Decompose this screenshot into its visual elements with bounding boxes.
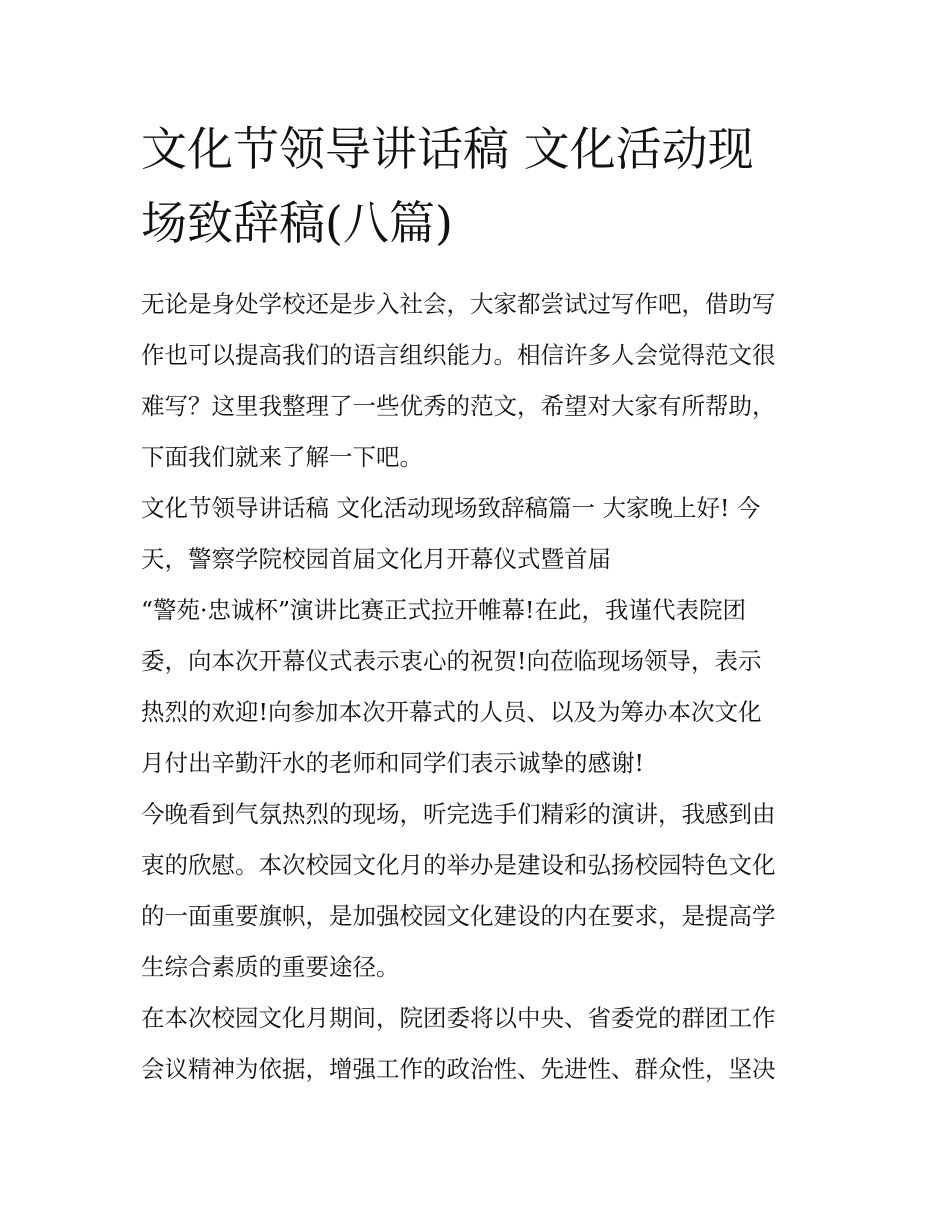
text-line: 热烈的欢迎!向参加本次开幕式的人员、以及为筹办本次文化 (141, 698, 762, 726)
text-line: 会议精神为依据，增强工作的政治性、先进性、群众性，坚决 (141, 1055, 776, 1083)
text-line: “警苑·忠诚杯”演讲比赛正式拉开帷幕!在此，我谨代表院团 (141, 596, 746, 624)
text-line: 难写？这里我整理了一些优秀的范文，希望对大家有所帮助， (141, 392, 776, 420)
paragraph-intro (141, 279, 813, 483)
text-line: 委，向本次开幕仪式表示衷心的祝贺!向莅临现场领导，表示 (141, 647, 762, 675)
text-line: 文化节领导讲话稿 文化活动现场致辞稿篇一 大家晚上好! 今 (141, 494, 761, 522)
document-body (141, 279, 813, 1095)
text-line: 生综合素质的重要途径。 (141, 953, 400, 981)
text-line: 今晚看到气氛热烈的现场，听完选手们精彩的演讲，我感到由 (141, 800, 776, 828)
paragraph-speech-opening (141, 483, 813, 789)
title-line: 文化节领导讲话稿 文化活动现 (141, 122, 754, 176)
paragraph-plan (141, 993, 813, 1095)
text-line: 无论是身处学校还是步入社会，大家都尝试过写作吧，借助写 (141, 290, 776, 318)
title-line: 场致辞稿(八篇) (141, 196, 453, 250)
text-line: 月付出辛勤汗水的老师和同学们表示诚挚的感谢! (141, 749, 644, 777)
text-line: 的一面重要旗帜，是加强校园文化建设的内在要求，是提高学 (141, 902, 776, 930)
paragraph-reflection (141, 789, 813, 993)
text-line: 衷的欣慰。本次校园文化月的举办是建设和弘扬校园特色文化 (141, 851, 776, 879)
text-line: 下面我们就来了解一下吧。 (141, 443, 423, 471)
text-line: 在本次校园文化月期间，院团委将以中央、省委党的群团工作 (141, 1004, 776, 1032)
text-line: 天，警察学院校园首届文化月开幕仪式暨首届 (141, 545, 611, 573)
text-line: 作也可以提高我们的语言组织能力。相信许多人会觉得范文很 (141, 341, 776, 369)
document-title (141, 112, 821, 260)
